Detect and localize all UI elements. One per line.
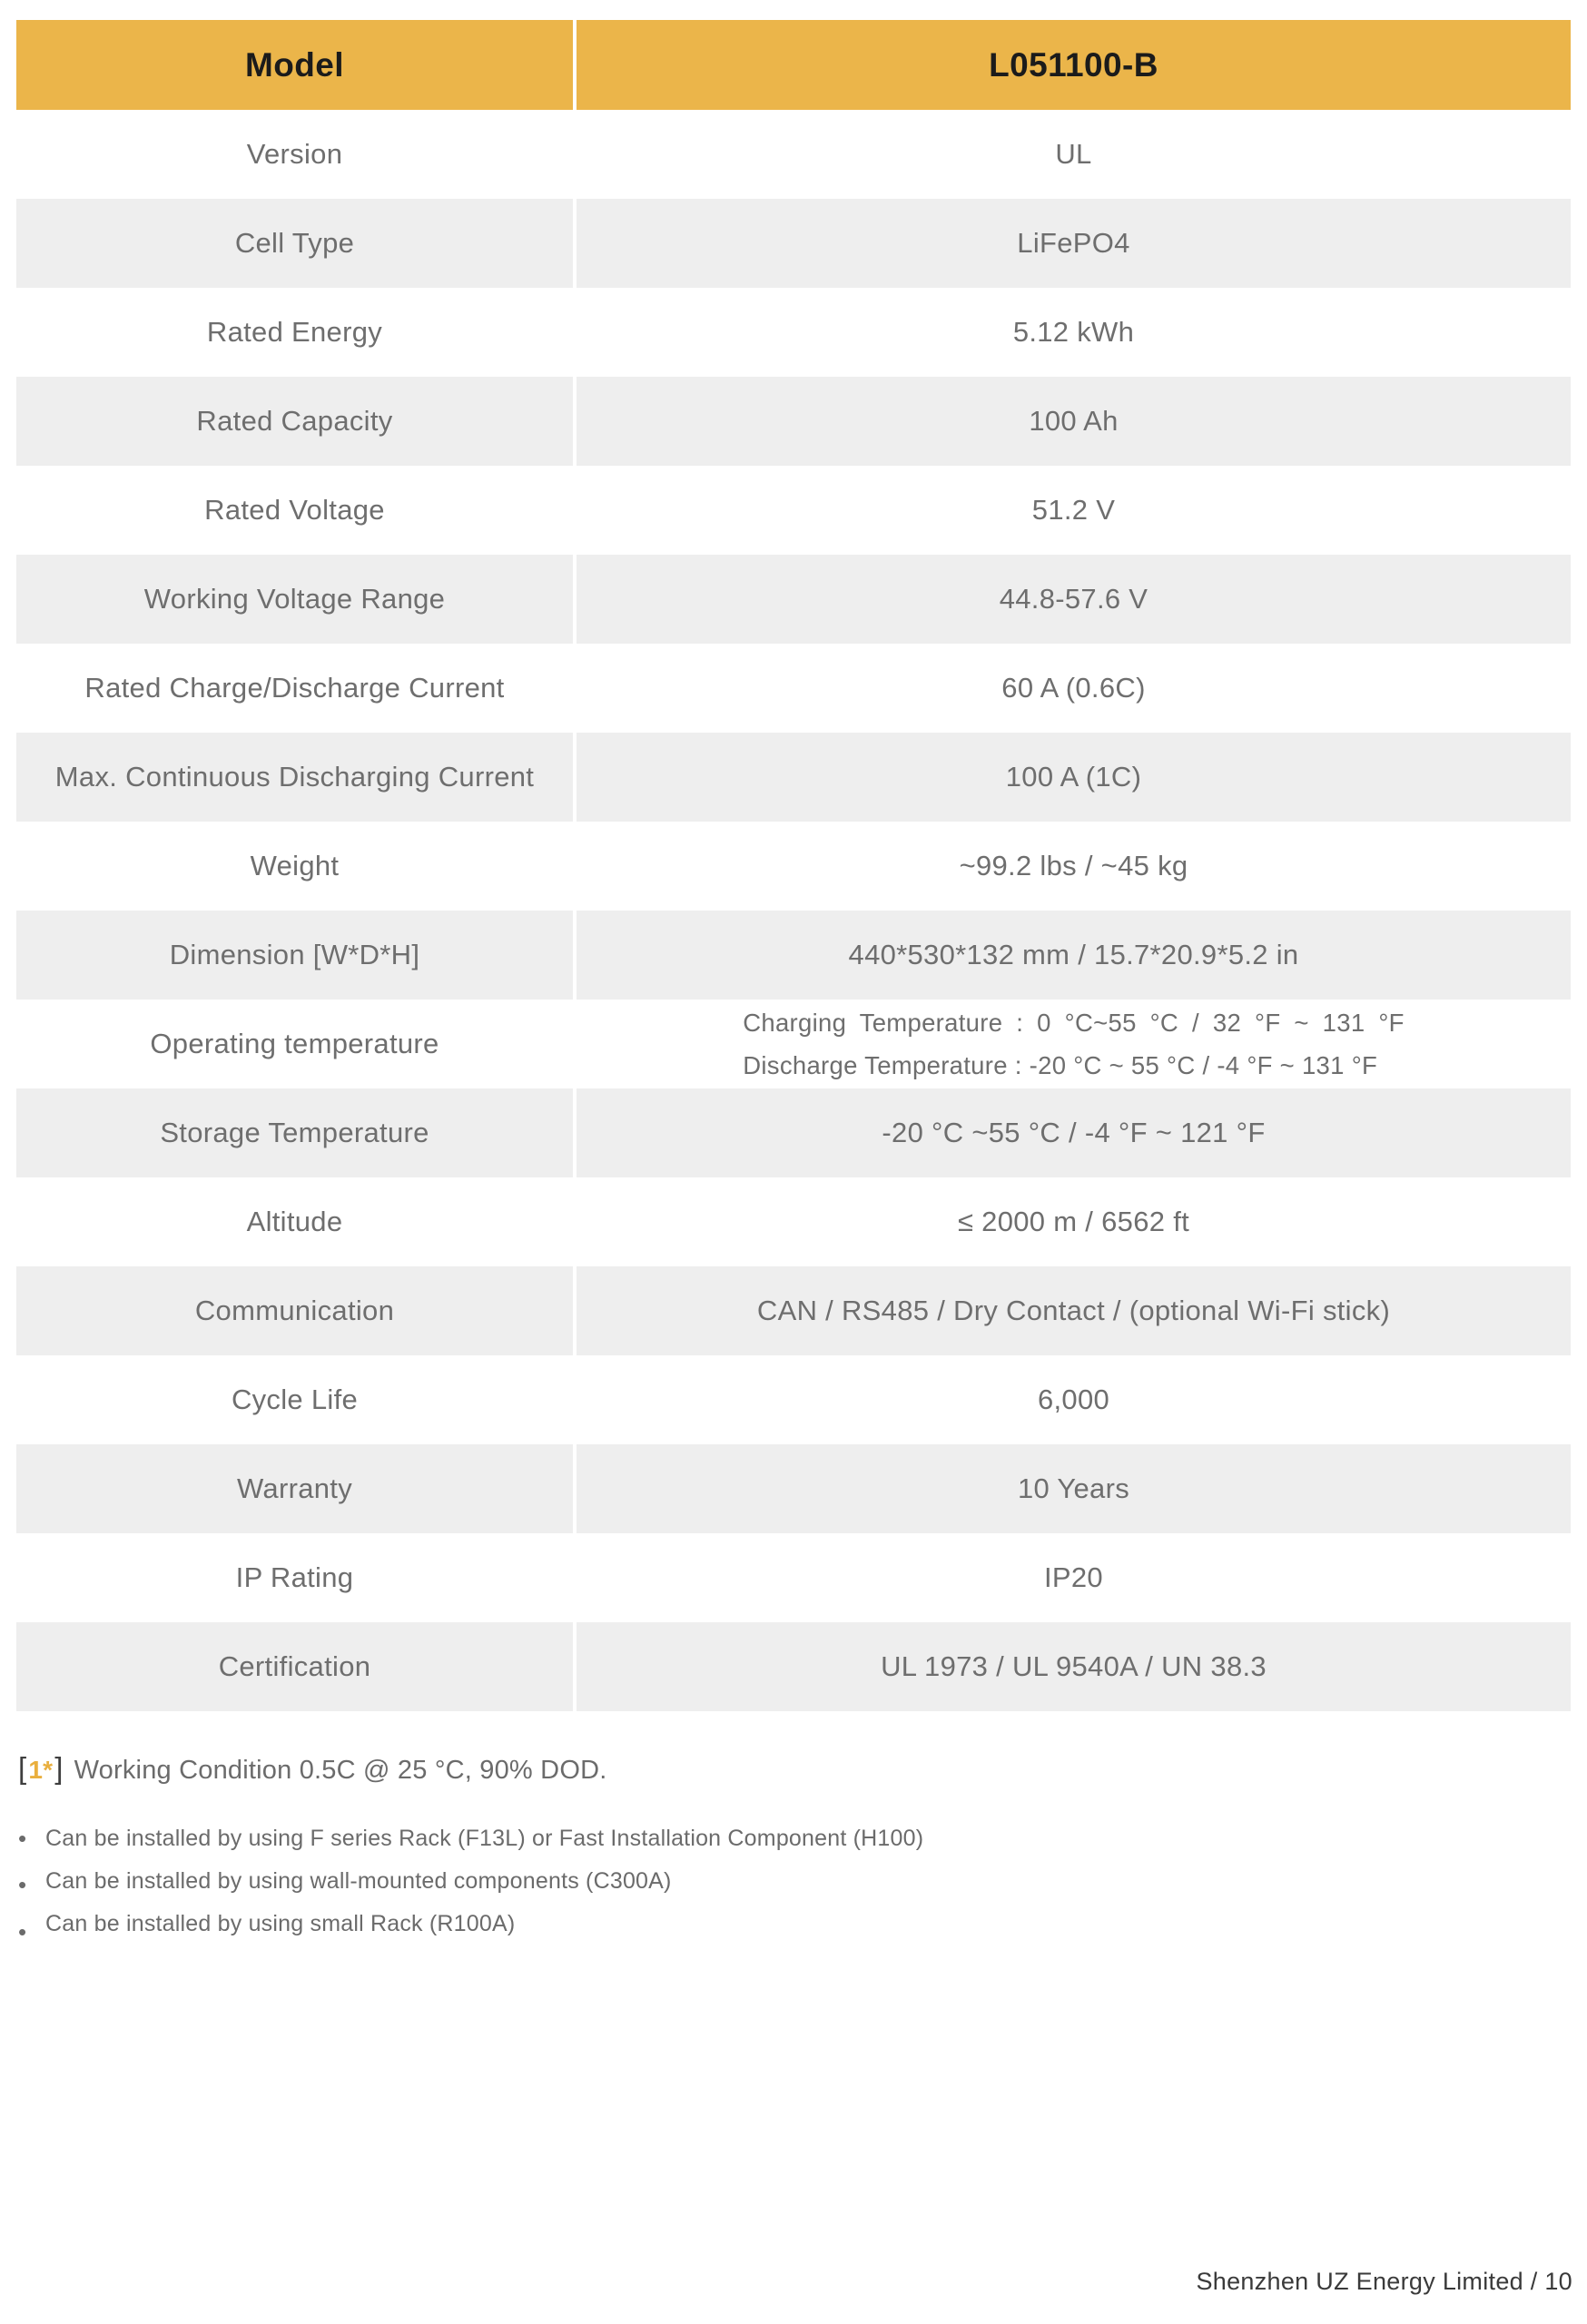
bullet-item <box>18 1903 923 1945</box>
row-label: Version <box>246 138 343 170</box>
table-row <box>16 1622 1571 1711</box>
row-value: 6,000 <box>1037 1384 1110 1415</box>
table-row <box>16 1177 1571 1266</box>
page-footer: Shenzhen UZ Energy Limited / 10 <box>1196 2268 1572 2295</box>
table-row <box>16 466 1571 555</box>
table-row <box>16 288 1571 377</box>
footnote-bracket-open: [ <box>18 1751 27 1785</box>
bullet-item <box>18 1860 923 1903</box>
table-row <box>16 199 1571 288</box>
table-row <box>16 1444 1571 1533</box>
row-value: 5.12 kWh <box>1012 316 1135 348</box>
row-value: LiFePO4 <box>577 199 1571 288</box>
table-row <box>16 644 1571 733</box>
table-row <box>16 1000 1571 1088</box>
row-label: Rated Energy <box>206 316 383 348</box>
row-label: Rated Charge/Discharge Current <box>84 672 505 704</box>
footnote <box>18 1748 923 1790</box>
table-row <box>16 377 1571 466</box>
table-row <box>16 555 1571 644</box>
table-header-row <box>16 20 1571 110</box>
row-value: ≤ 2000 m / 6562 ft <box>957 1206 1190 1237</box>
row-value-line: Discharge Temperature : -20 °C ~ 55 °C / -4 °F ~ 131 °F <box>743 1051 1378 1079</box>
notes-section <box>18 1748 923 1945</box>
bullet-list <box>18 1817 923 1945</box>
row-label: Working Voltage Range <box>16 555 573 644</box>
row-label: Altitude <box>246 1206 343 1237</box>
row-label: IP Rating <box>235 1561 354 1593</box>
table-row <box>16 110 1571 199</box>
table-row <box>16 1355 1571 1444</box>
table-header-model-label: Model <box>16 20 573 110</box>
row-value: CAN / RS485 / Dry Contact / (optional Wi-Fi stick) <box>577 1266 1571 1355</box>
row-value: 100 Ah <box>577 377 1571 466</box>
table-row <box>16 733 1571 822</box>
footnote-bracket-close: ] <box>54 1751 64 1785</box>
row-value: ~99.2 lbs / ~45 kg <box>959 850 1188 881</box>
table-row <box>16 911 1571 1000</box>
row-label: Warranty <box>16 1444 573 1533</box>
row-label: Cycle Life <box>231 1384 359 1415</box>
row-label: Rated Voltage <box>204 494 385 526</box>
row-value: 100 A (1C) <box>577 733 1571 822</box>
bullet-icon: • <box>18 1871 27 1898</box>
row-label: Max. Continuous Discharging Current <box>16 733 573 822</box>
row-value: UL <box>1055 138 1092 170</box>
bullet-text: Can be installed by using wall-mounted components (C300A) <box>45 1868 672 1894</box>
row-value: 51.2 V <box>1031 494 1116 526</box>
table-row <box>16 1088 1571 1177</box>
table-row <box>16 822 1571 911</box>
row-label: Weight <box>250 850 340 881</box>
row-value: 440*530*132 mm / 15.7*20.9*5.2 in <box>577 911 1571 1000</box>
row-label: Dimension [W*D*H] <box>16 911 573 1000</box>
row-value: UL 1973 / UL 9540A / UN 38.3 <box>577 1622 1571 1711</box>
row-value: 44.8-57.6 V <box>577 555 1571 644</box>
table-row <box>16 1266 1571 1355</box>
bullet-icon: • <box>18 1918 27 1945</box>
row-label: Storage Temperature <box>16 1088 573 1177</box>
bullet-text: Can be installed by using small Rack (R100A) <box>45 1911 516 1936</box>
footnote-ref: 1* <box>28 1756 54 1784</box>
row-label: Communication <box>16 1266 573 1355</box>
row-label: Rated Capacity <box>16 377 573 466</box>
bullet-icon: • <box>18 1825 27 1852</box>
row-value <box>577 1000 1571 1088</box>
row-label: Operating temperature <box>150 1028 439 1059</box>
row-value-line: Charging Temperature : 0 °C~55 °C / 32 °F ~ 131 °F <box>743 1009 1405 1037</box>
spec-table <box>16 20 1571 1711</box>
row-label: Cell Type <box>16 199 573 288</box>
row-value: -20 °C ~55 °C / -4 °F ~ 121 °F <box>577 1088 1571 1177</box>
bullet-text: Can be installed by using F series Rack (F13L) or Fast Installation Component (H100) <box>45 1826 924 1851</box>
row-value: IP20 <box>1044 1561 1103 1593</box>
bullet-item <box>18 1817 923 1860</box>
footnote-text: Working Condition 0.5C @ 25 °C, 90% DOD. <box>74 1756 607 1785</box>
table-header-model-value: L051100-B <box>577 20 1571 110</box>
row-value: 60 A (0.6C) <box>1001 672 1146 704</box>
table-body <box>16 110 1571 1711</box>
table-row <box>16 1533 1571 1622</box>
row-value: 10 Years <box>577 1444 1571 1533</box>
row-label: Certification <box>16 1622 573 1711</box>
